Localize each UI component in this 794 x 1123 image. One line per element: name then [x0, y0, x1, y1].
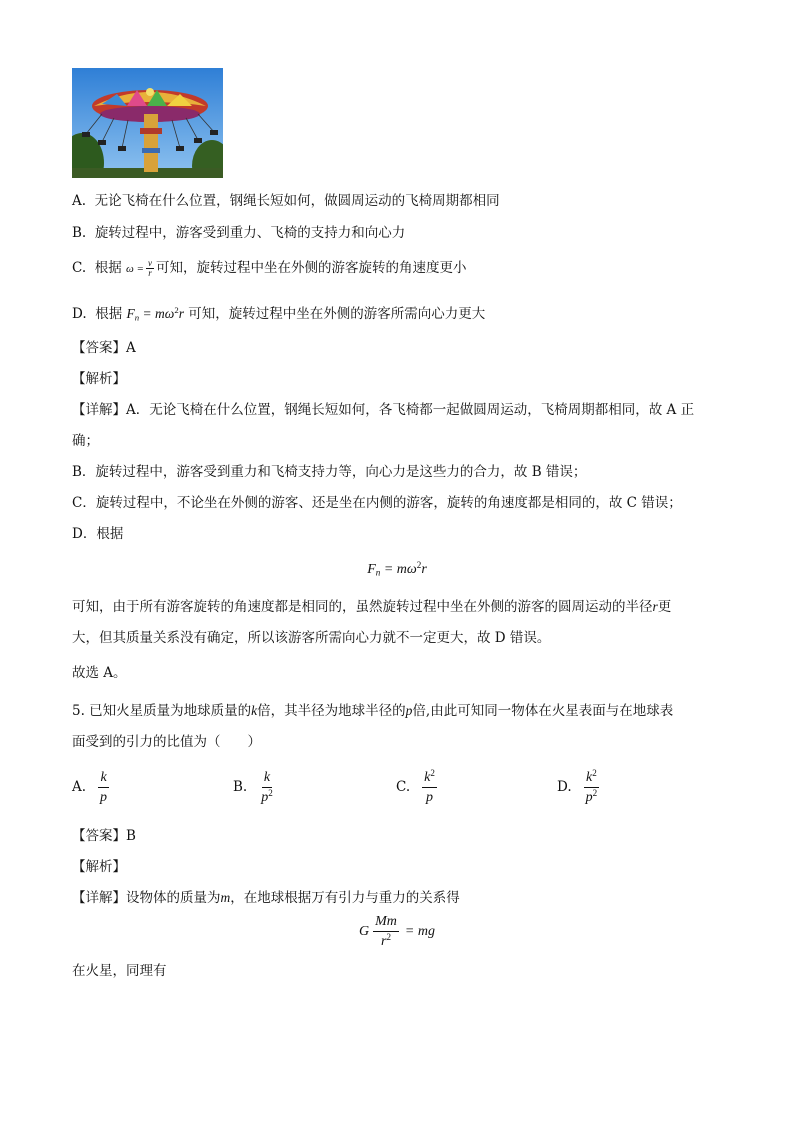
option-b: B. 旋转过程中，游客受到重力、飞椅的支持力和向心力 — [72, 225, 406, 241]
q4-detail-a-line2: 确； — [72, 433, 99, 449]
q4-detail-a-line1: 【详解】A．无论飞椅在什么位置，钢绳长短如何，各飞椅都一起做圆周运动，飞椅周期都相同，故 A 正 — [72, 402, 695, 418]
option-a: A. 无论飞椅在什么位置，钢绳长短如何，做圆周运动的飞椅周期都相同 — [72, 193, 500, 209]
swing-ride-photo — [72, 68, 223, 178]
q5-choice-a: A. $\frac{k}{p}$ — [72, 770, 108, 805]
q4-detail-c: C．旋转过程中，不论坐在外侧的游客、还是坐在内侧的游客，旋转的角速度都是相同的，故 C 错误； — [72, 495, 682, 511]
q4-answer: 【答案】A — [72, 340, 136, 356]
option-c: C. 根据 ω = $\frac{v}{r}$ 可知，旋转过程中坐在外侧的游客旋转的角速度更小 — [72, 257, 467, 278]
option-d: D. 根据 $F_n = m\omega^2r$ 可知，旋转过程中坐在外侧的游客所需向心力更大 — [72, 305, 486, 323]
q4-choose: 故选 A。 — [72, 665, 127, 681]
swing-ride-image — [72, 68, 223, 178]
q5-detail: 【详解】设物体的质量为m，在地球根据万有引力与重力的关系得 — [72, 890, 460, 906]
q4-analysis-heading: 【解析】 — [72, 371, 126, 387]
q5-analysis-heading: 【解析】 — [72, 859, 126, 875]
q5-mars-line: 在火星，同理有 — [72, 963, 167, 979]
q5-choice-d: D. $\frac{k^2}{p^2}$ — [557, 768, 598, 805]
q4-detail-b: B．旋转过程中，游客受到重力和飞椅支持力等，向心力是这些力的合力，故 B 错误； — [72, 464, 587, 480]
q4-conclusion-line1: 可知，由于所有游客旋转的角速度都是相同的，虽然旋转过程中坐在外侧的游客的圆周运动的半径r更 — [72, 599, 672, 615]
q5-answer: 【答案】B — [72, 828, 136, 844]
q5-stem-line1: 5. 已知火星质量为地球质量的k倍，其半径为地球半径的p倍,由此可知同一物体在火星表面与在地球表 — [72, 703, 674, 719]
omega-fraction: $\frac{v}{r}$ — [147, 257, 152, 278]
q5-choice-b: B. $\frac{k}{p^2}$ — [233, 770, 273, 805]
q4-conclusion-line2: 大，但其质量关系没有确定，所以该游客所需向心力就不一定更大，故 D 错误。 — [72, 630, 551, 646]
gravitation-formula: G $\frac{Mm}{r^2}$ = mg — [359, 914, 435, 949]
q5-stem-line2: 面受到的引力的比值为（ ） — [72, 734, 261, 750]
q4-detail-d: D．根据 — [72, 526, 124, 542]
q5-choice-c: C. $\frac{k^2}{p}$ — [396, 768, 435, 805]
centripetal-formula: $F_n = m\omega^2r$ — [367, 560, 427, 578]
